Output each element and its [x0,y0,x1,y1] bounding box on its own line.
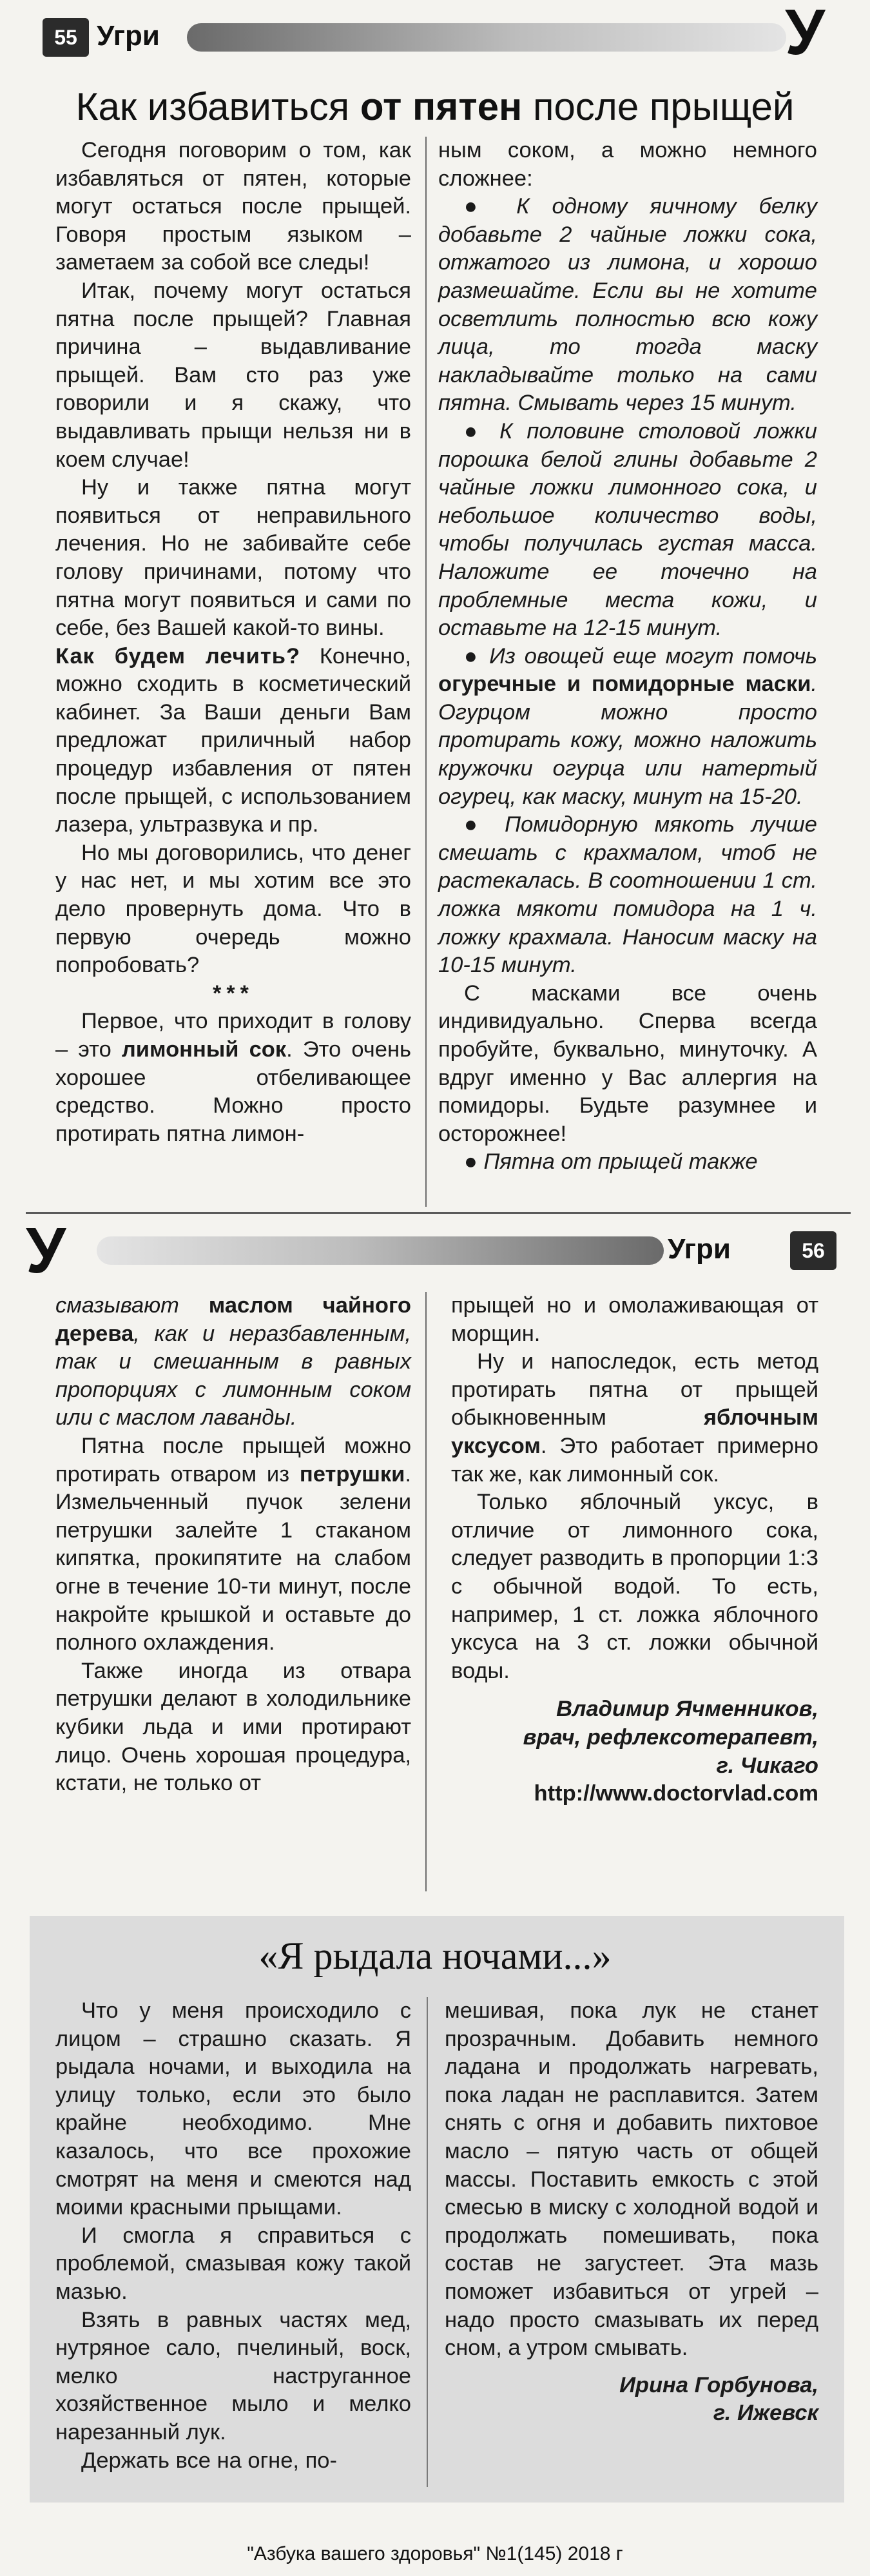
bold-parsley: петрушки [299,1461,405,1487]
bullet-text: Пятна от прыщей также [483,1149,758,1175]
bullet-icon: ● [464,643,490,668]
bullet-text: Помидорную мякоть лучше смешать с крахмалом, чтоб не растекалась. В соотношении 1 ст. ложка мякоти помидора на 1 ч. ложку крахмала. Наносим маску на 10-15 минут. [438,812,817,978]
author-city: г. Чикаго [716,1753,818,1778]
header-bar-55 [187,23,786,52]
column-divider [427,1997,428,2487]
section-letter-55: У [785,0,826,68]
paragraph: Итак, почему могут остаться пятна после прыщей? Главная причина – выдавливание прыщей. Вам сто раз уже говорили и я скажу, что выдавливать прыщи нельзя ни в коем случае! [55,278,411,472]
letter-author: Ирина Горбунова, [619,2372,818,2397]
bold-cucumber-tomato: огуречные и помидорные маски [438,672,811,697]
article-col-2 [438,137,817,1176]
title-bold: от пятен [360,85,523,128]
author-name: Владимир Ячменников, [556,1697,818,1722]
paragraph-text: Пятна после прыщей можно протирать отваром из [55,1433,411,1487]
title-part2: после прыщей [522,85,795,128]
paragraph-text: . Это очень хорошее отбеливающее средство. Можно просто протирать пятна лимон- [55,1037,411,1146]
paragraph: мешивая, пока лук не станет прозрачным. Добавить немного ладана и продолжать нагревать, пока ладан не расплавится. Затем снять с огня и добавить пихтовое масло – пятую часть от общей массы. Поставить емкость с этой смесью в миску с холодной водой и продолжать помешивать, пока состав не загустеет. Эта мазь поможет избавиться от угрей – надо просто смазывать их перед сном, а утром смывать. [445,1998,818,2361]
author-role: врач, рефлексотерапевт, [523,1724,818,1750]
bold-lemon-juice: лимонный сок [121,1037,287,1062]
bullet-item [438,418,817,643]
bullet-item [438,643,817,812]
stars-divider: *** [213,981,254,1006]
paragraph-text: Конечно, можно сходить в косметический кабинет. За Ваши деньги Вам предложат приличный набор процедур избавления от пятен после прыщей, с использованием лазера, ультразвука и пр. [55,643,411,837]
page-number-56: 56 [790,1231,836,1270]
paragraph-text: смазывают [55,1293,209,1318]
bullet-text: К половине столовой ложки порошка белой глины добавьте 2 чайные ложки лимонного сока, и небольшое количество воды, чтобы получилась густая масса. Наложите ее точечно на проблемные места кожи, и оставьте на 12-15 минут. [438,418,817,641]
paragraph: Что у меня происходило с лицом – страшно сказать. Я рыдала ночами, и выходила на улицу только, если это было крайне необходимо. Мне казалось, что все прохожие смотрят на меня и смеются над моими красными прыщами. [55,1998,411,2220]
letter-title: «Я рыдала ночами...» [258,1935,612,1977]
bullet-item [438,193,817,418]
paragraph: С масками все очень индивидуально. Сперва всегда пробуйте, буквально, минуточку. А вдруг именно у Вас аллергия на помидоры. Будьте разумнее и осторожнее! [438,981,817,1146]
paragraph: Но мы договорились, что денег у нас нет, и мы хотим все это дело провернуть дома. Что в первую очередь можно попробовать? [55,840,411,978]
article-title [0,81,870,133]
article-col-4 [451,1292,818,1808]
author-url: http://www.doctorvlad.com [534,1781,818,1806]
letter-col-2 [445,1997,818,2428]
paragraph: Взять в равных частях мед, нутряное сало, пчелиный, воск, мелко наструганное хозяйственное мыло и мелко нарезанный лук. [55,2307,411,2444]
paragraph: И смогла я справиться с проблемой, смазывая кожу такой мазью. [55,2223,411,2304]
header-bar-56 [97,1236,664,1265]
article-col-3 [55,1292,411,1798]
section-letter-56: У [26,1215,66,1287]
bold-tea-tree: маслом чайного дерева [55,1293,411,1346]
column-divider [425,137,427,1207]
paragraph-text: Ну и напоследок, есть метод протирать пятна от прыщей обыкновенным [451,1349,818,1430]
section-label-56: Угри [668,1233,731,1265]
paragraph: Также иногда из отвара петрушки делают в холодильнике кубики льда и ими протирают лицо. Очень хорошая процедура, кстати, не только от [55,1658,411,1796]
bullet-icon: ● [464,812,505,837]
letter-city: г. Ижевск [713,2401,818,2426]
paragraph: Ну и также пятна могут появиться от неправильного лечения. Но не забивайте себе голову причинами, потому что пятна могут появиться и сами по себе, без Вашей какой-то вины. [55,475,411,641]
paragraph: Держать все на огне, по- [81,2448,337,2473]
bullet-icon: ● [464,418,500,444]
paragraph: Сегодня поговорим о том, как избавляться от пятен, которые могут остаться после прыщей. Говоря простым языком – заметаем за собой все следы! [55,138,411,275]
paragraph [55,1008,411,1148]
page-separator [26,1212,851,1214]
column-divider [425,1292,427,1891]
magazine-footer: "Азбука вашего здоровья" №1(145) 2018 г [247,2543,623,2564]
article-col-1 [55,137,411,1148]
title-part1: Как избавиться [75,85,360,128]
bullet-text: Из овощей еще могут помочь [489,643,817,668]
paragraph [55,1292,411,1432]
paragraph: ным соком, а можно немного сложнее: [438,138,817,191]
bullet-text: . Огурцом можно просто протирать кожу, можно наложить кружочки огурца или натертый огурец, как маску, минут на 15-20. [438,672,817,809]
paragraph-text: Первое, что приходит в голову – это [55,1009,411,1062]
paragraph: прыщей но и омолаживающая от морщин. [451,1293,818,1346]
paragraph-text: , как и неразбавленным, так и смешанным в равных пропорциях с лимонным соком или с маслом лаванды. [55,1321,411,1430]
bullet-icon: ● [464,1149,484,1175]
paragraph: Только яблочный уксус, в отличие от лимонного сока, следует разводить в пропорции 1:3 с обычной водой. То есть, например, 1 ст. ложка яблочного уксуса на 3 ст. ложки обычной воды. [451,1490,818,1683]
paragraph [55,1432,411,1657]
subheading-how-to-treat: Как будем лечить? [55,643,301,668]
paragraph [55,643,411,839]
paragraph-text: . Это работает примерно так же, как лимонный сок. [451,1433,818,1487]
bullet-item [438,1148,817,1176]
bullet-item [438,811,817,980]
bold-apple-vinegar: яблочным уксусом [451,1405,818,1458]
paragraph-text: . Измельченный пучок зелени петрушки залейте 1 стаканом кипятка, прокипятите на слабом огне в течение 10-ти минут, после накройте крышкой и оставьте до полного охлаждения. [55,1461,411,1655]
letter-col-1 [55,1997,411,2475]
bullet-icon: ● [464,194,517,219]
bullet-text: К одному яичному белку добавьте 2 чайные ложки сока, отжатого из лимона, и хорошо размешайте. Если вы не хотите осветлить полностью всю кожу лица, то тогда маску накладывайте только на сами пятна. Смывать через 15 минут. [438,194,817,416]
paragraph [451,1348,818,1488]
page-number-55: 55 [43,18,89,57]
section-label-55: Угри [97,20,160,52]
